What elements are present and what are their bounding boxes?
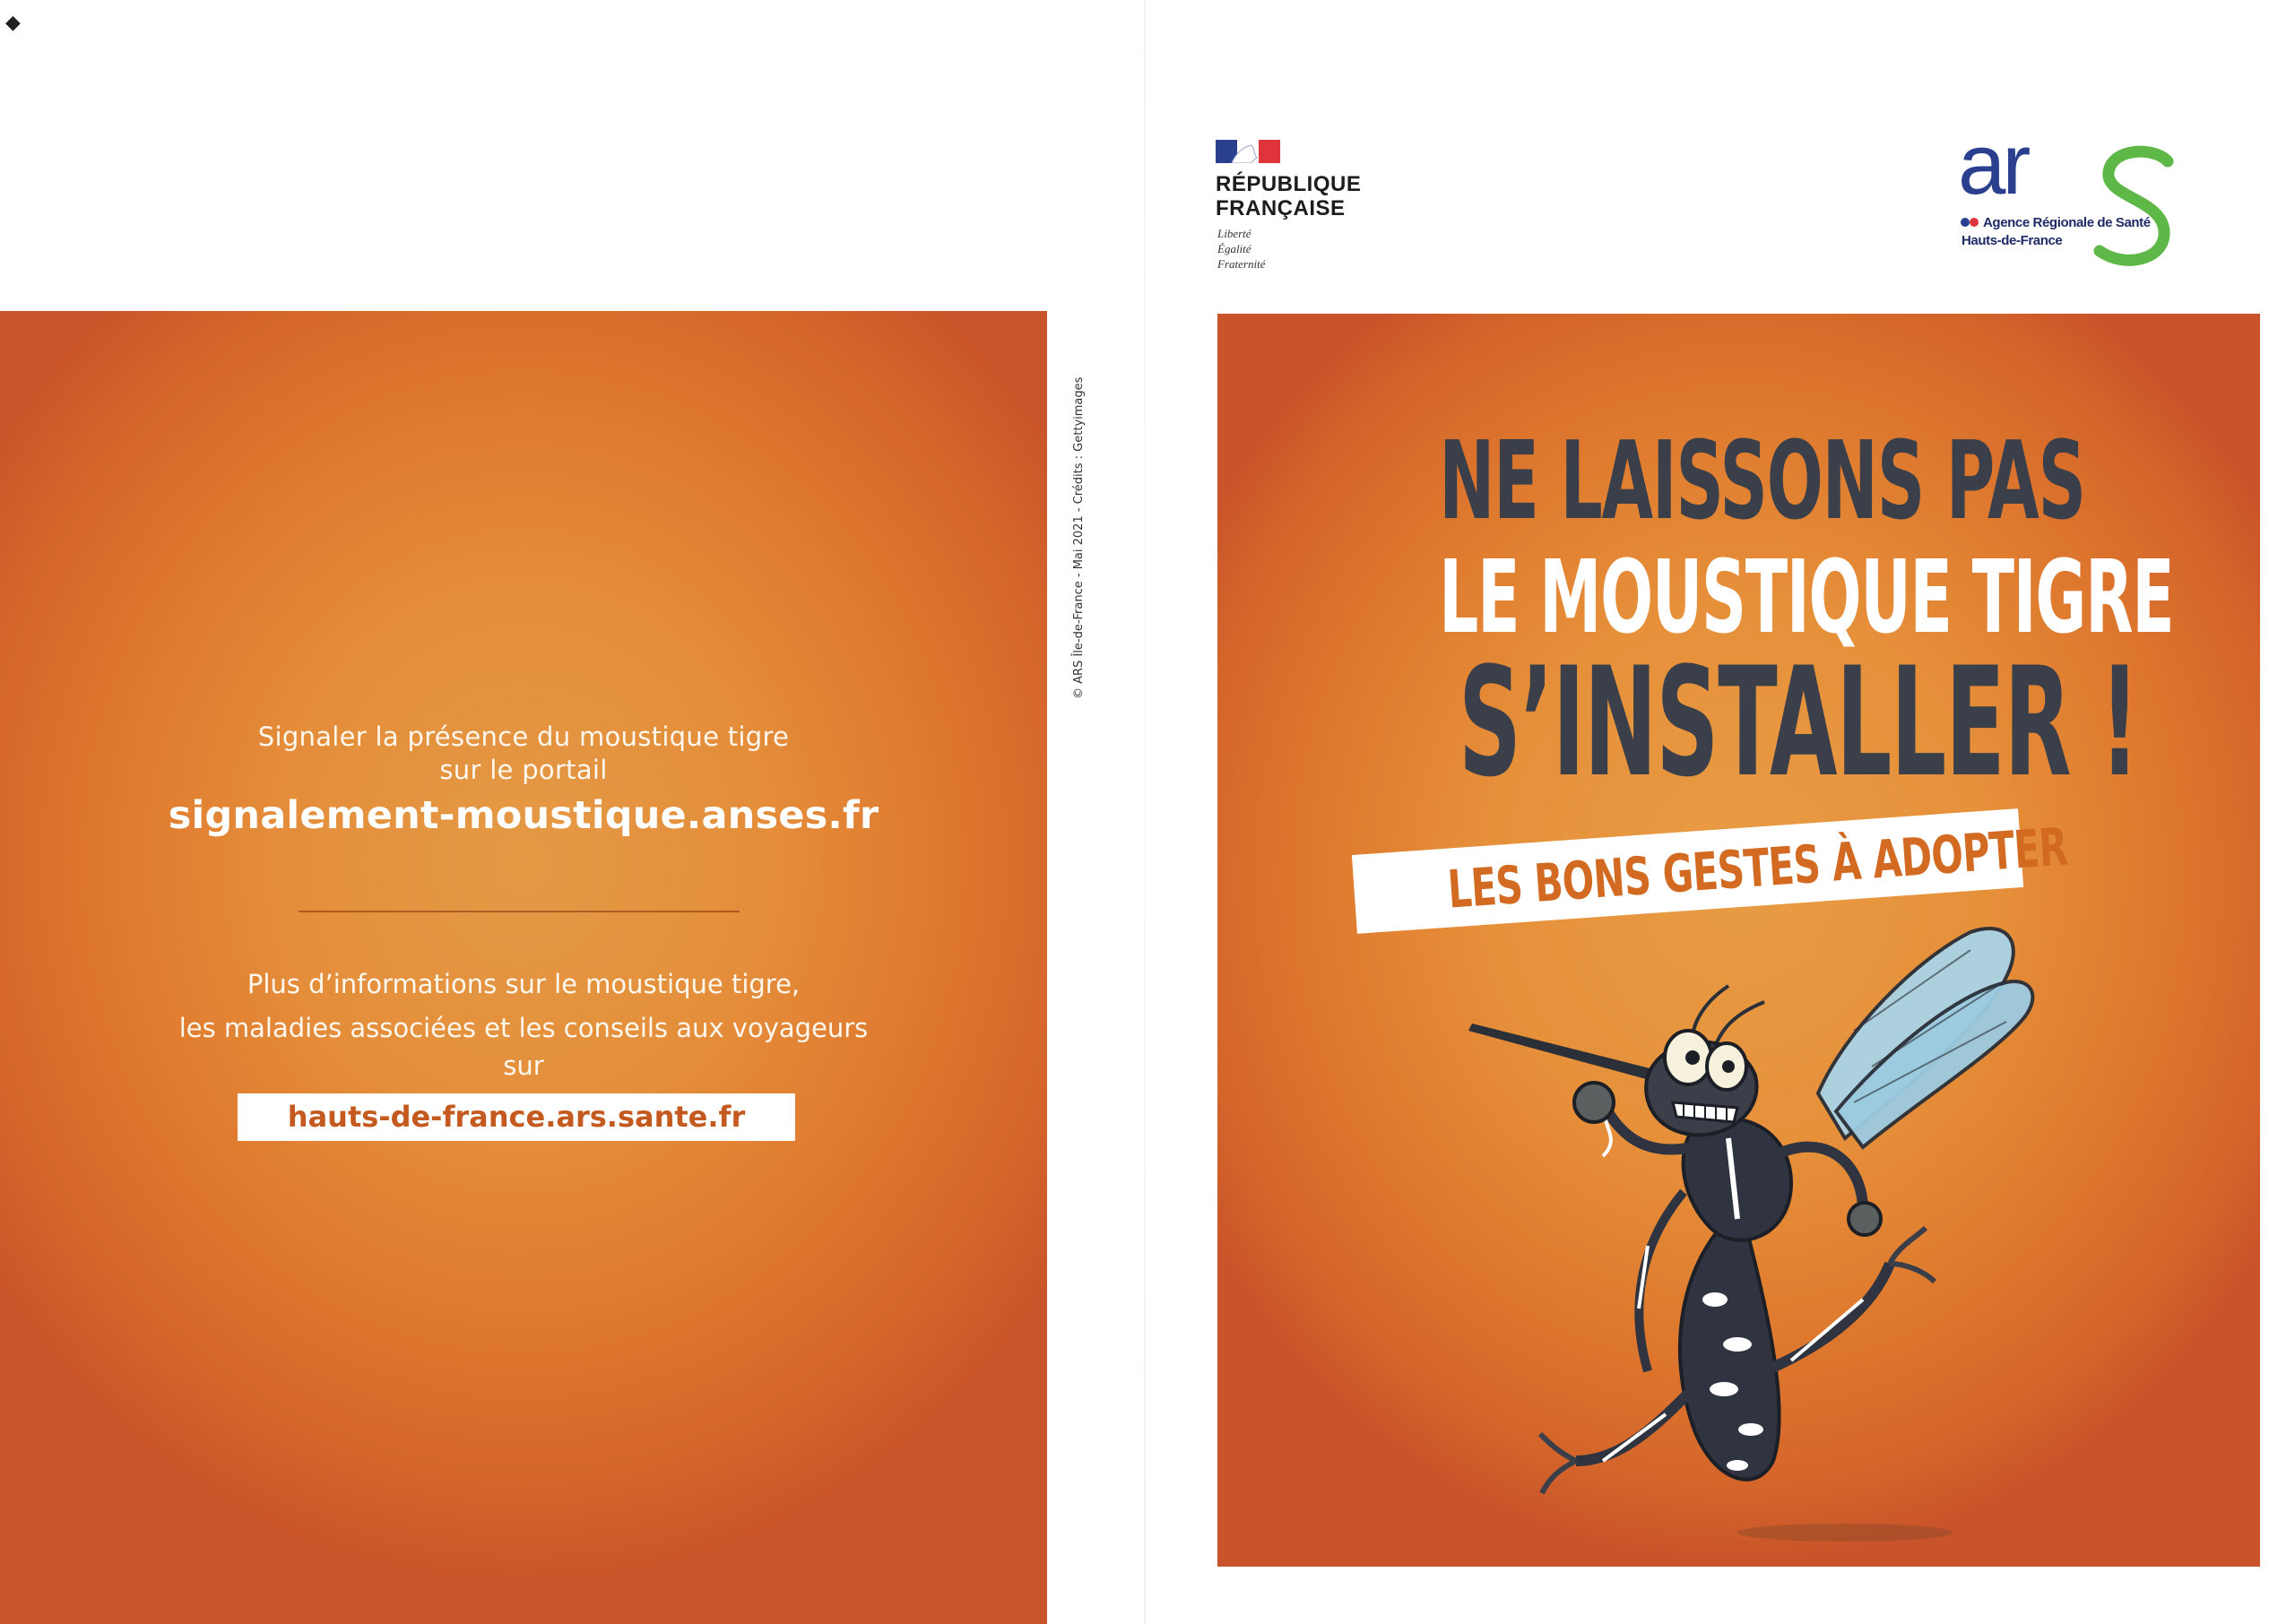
- headline-line2: LE MOUSTIQUE TIGRE: [1439, 540, 2174, 656]
- ars-agency-name: Agence Régionale de Santé: [1983, 215, 2151, 230]
- ars-blue-dot: [1961, 218, 1970, 227]
- fold-line: [1144, 0, 1146, 1624]
- tagline-box: [1352, 808, 2070, 934]
- ars-green-s-icon: [2092, 145, 2178, 272]
- scan-mark: ◆: [5, 12, 21, 34]
- info-text-line2: les maladies associées et les conseils aux voyageurs: [178, 1013, 869, 1043]
- site-url-link[interactable]: hauts-de-france.ars.sante.fr: [238, 1093, 795, 1141]
- divider: [299, 911, 740, 912]
- republique-title-line2: FRANÇAISE: [1216, 196, 1346, 220]
- photo-credit-text: © ARS Île-de-France - Mai 2021 - Crédits : Gettyimages: [1072, 376, 1086, 699]
- ars-region-name: Hauts-de-France: [1962, 233, 2063, 248]
- tagline-text: LES BONS GESTES À ADOPTER: [1445, 816, 2070, 920]
- ars-red-dot: [1970, 218, 1979, 227]
- marianne-flag-icon: [1216, 140, 1280, 163]
- signal-text-line2: sur le portail: [439, 755, 608, 785]
- ars-wordmark: ar: [1958, 117, 2028, 212]
- headline-line3: S’INSTALLER !: [1458, 635, 2139, 810]
- ars-logo: [1958, 117, 2177, 278]
- mosquito-illustration: [1468, 923, 2114, 1551]
- info-text-line1: Plus d’informations sur le moustique tigre,: [247, 969, 801, 999]
- motto-egalite: Égalité: [1217, 242, 1251, 255]
- signal-url-link[interactable]: signalement-moustique.anses.fr: [168, 793, 879, 838]
- motto-fraternite: Fraternité: [1217, 257, 1266, 271]
- republique-francaise-logo: [1216, 140, 1377, 274]
- back-cover-panel: [0, 311, 1047, 1624]
- info-text-line3: sur: [503, 1050, 544, 1081]
- motto-liberte: Liberté: [1217, 227, 1251, 240]
- headline-line1: NE LAISSONS PAS: [1439, 419, 2085, 544]
- republique-title-line1: RÉPUBLIQUE: [1216, 172, 1362, 196]
- signal-text-line1: Signaler la présence du moustique tigre: [257, 721, 790, 752]
- front-cover-panel: [1217, 314, 2260, 1567]
